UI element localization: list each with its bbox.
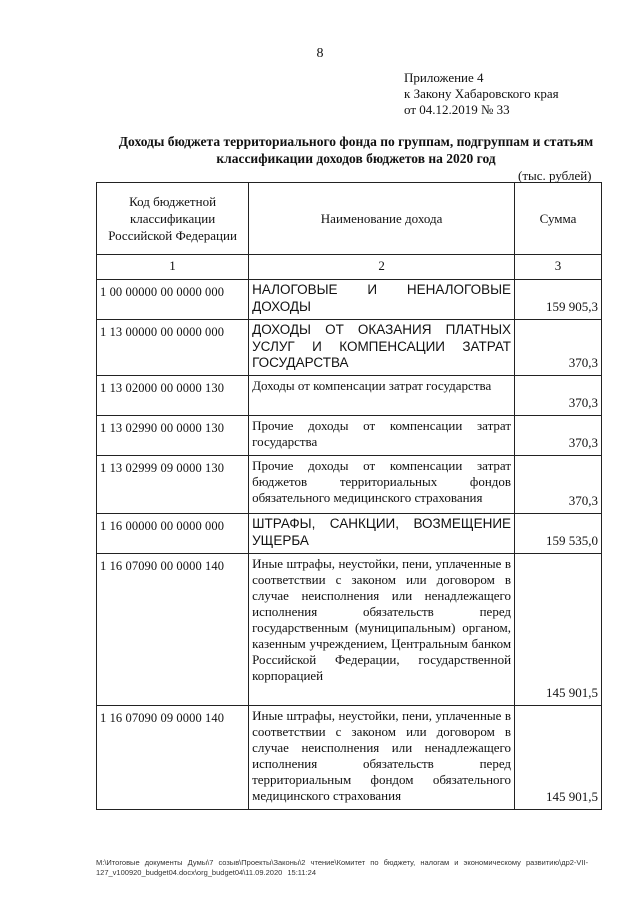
row-sum: 370,3 [515,416,602,456]
row-code: 1 13 00000 00 0000 000 [97,320,249,376]
row-sum: 370,3 [515,456,602,514]
document-title: Доходы бюджета территориального фонда по группам, подгруппам и статьям классификации доходов бюджетов на 2020 год [118,134,594,166]
row-name: ШТРАФЫ, САНКЦИИ, ВОЗМЕЩЕНИЕ УЩЕРБА [249,514,515,554]
table-row [97,320,602,376]
row-sum: 145 901,5 [515,706,602,810]
table-row [97,456,602,514]
file-path-footer: М:\Итоговые документы Думы\7 созыв\Проекты\Законы\2 чтение\Комитет по бюджету, налогам и экономическому развитию\др2-VII-127_v100920_budget04.docx\org_budget04\11.09.2020 15:11:24 [96,858,589,877]
row-name: НАЛОГОВЫЕ И НЕНАЛОГОВЫЕ ДОХОДЫ [249,280,515,320]
appendix-line-2: к Закону Хабаровского края [404,86,559,101]
appendix-line-1: Приложение 4 [404,70,484,85]
row-code: 1 13 02000 00 0000 130 [97,376,249,416]
row-name: ДОХОДЫ ОТ ОКАЗАНИЯ ПЛАТНЫХ УСЛУГ И КОМПЕНСАЦИИ ЗАТРАТ ГОСУДАРСТВА [249,320,515,376]
row-name: Доходы от компенсации затрат государства [249,376,515,416]
table-row [97,376,602,416]
row-code: 1 00 00000 00 0000 000 [97,280,249,320]
row-name: Прочие доходы от компенсации затрат государства [249,416,515,456]
row-code: 1 16 00000 00 0000 000 [97,514,249,554]
table-row [97,280,602,320]
table-row [97,706,602,810]
header-name: Наименование дохода [249,183,515,255]
row-name: Прочие доходы от компенсации затрат бюджетов территориальных фондов обязательного медицинского страхования [249,456,515,514]
column-number-row [97,255,602,280]
row-name: Иные штрафы, неустойки, пени, уплаченные в соответствии с законом или договором в случае неисполнения или ненадлежащего исполнения обязательств перед территориальным фондом обязательного медицинского страхования [249,706,515,810]
row-code: 1 16 07090 00 0000 140 [97,554,249,706]
table-row [97,416,602,456]
table-header-row [97,183,602,255]
row-code: 1 13 02990 00 0000 130 [97,416,249,456]
page-number: 8 [316,46,324,61]
row-sum: 370,3 [515,376,602,416]
header-code: Код бюджетной классификации Российской Федерации [97,183,249,255]
units-label: (тыс. рублей) [518,168,592,183]
row-name: Иные штрафы, неустойки, пени, уплаченные в соответствии с законом или договором в случае неисполнения или ненадлежащего исполнения обязательств перед государственным (муниципальным) органом, казенным учреждением, Центральным банком Российской Федерации, государственной корпорацией [249,554,515,706]
header-sum: Сумма [515,183,602,255]
column-number: 1 [97,255,249,280]
row-code: 1 13 02999 09 0000 130 [97,456,249,514]
column-number: 2 [249,255,515,280]
appendix-line-3: от 04.12.2019 № 33 [404,102,510,117]
row-sum: 159 535,0 [515,514,602,554]
table-row [97,554,602,706]
row-sum: 159 905,3 [515,280,602,320]
row-code: 1 16 07090 09 0000 140 [97,706,249,810]
appendix-block [404,70,559,118]
row-sum: 370,3 [515,320,602,376]
table-row [97,514,602,554]
column-number: 3 [515,255,602,280]
row-sum: 145 901,5 [515,554,602,706]
income-table [96,182,602,810]
